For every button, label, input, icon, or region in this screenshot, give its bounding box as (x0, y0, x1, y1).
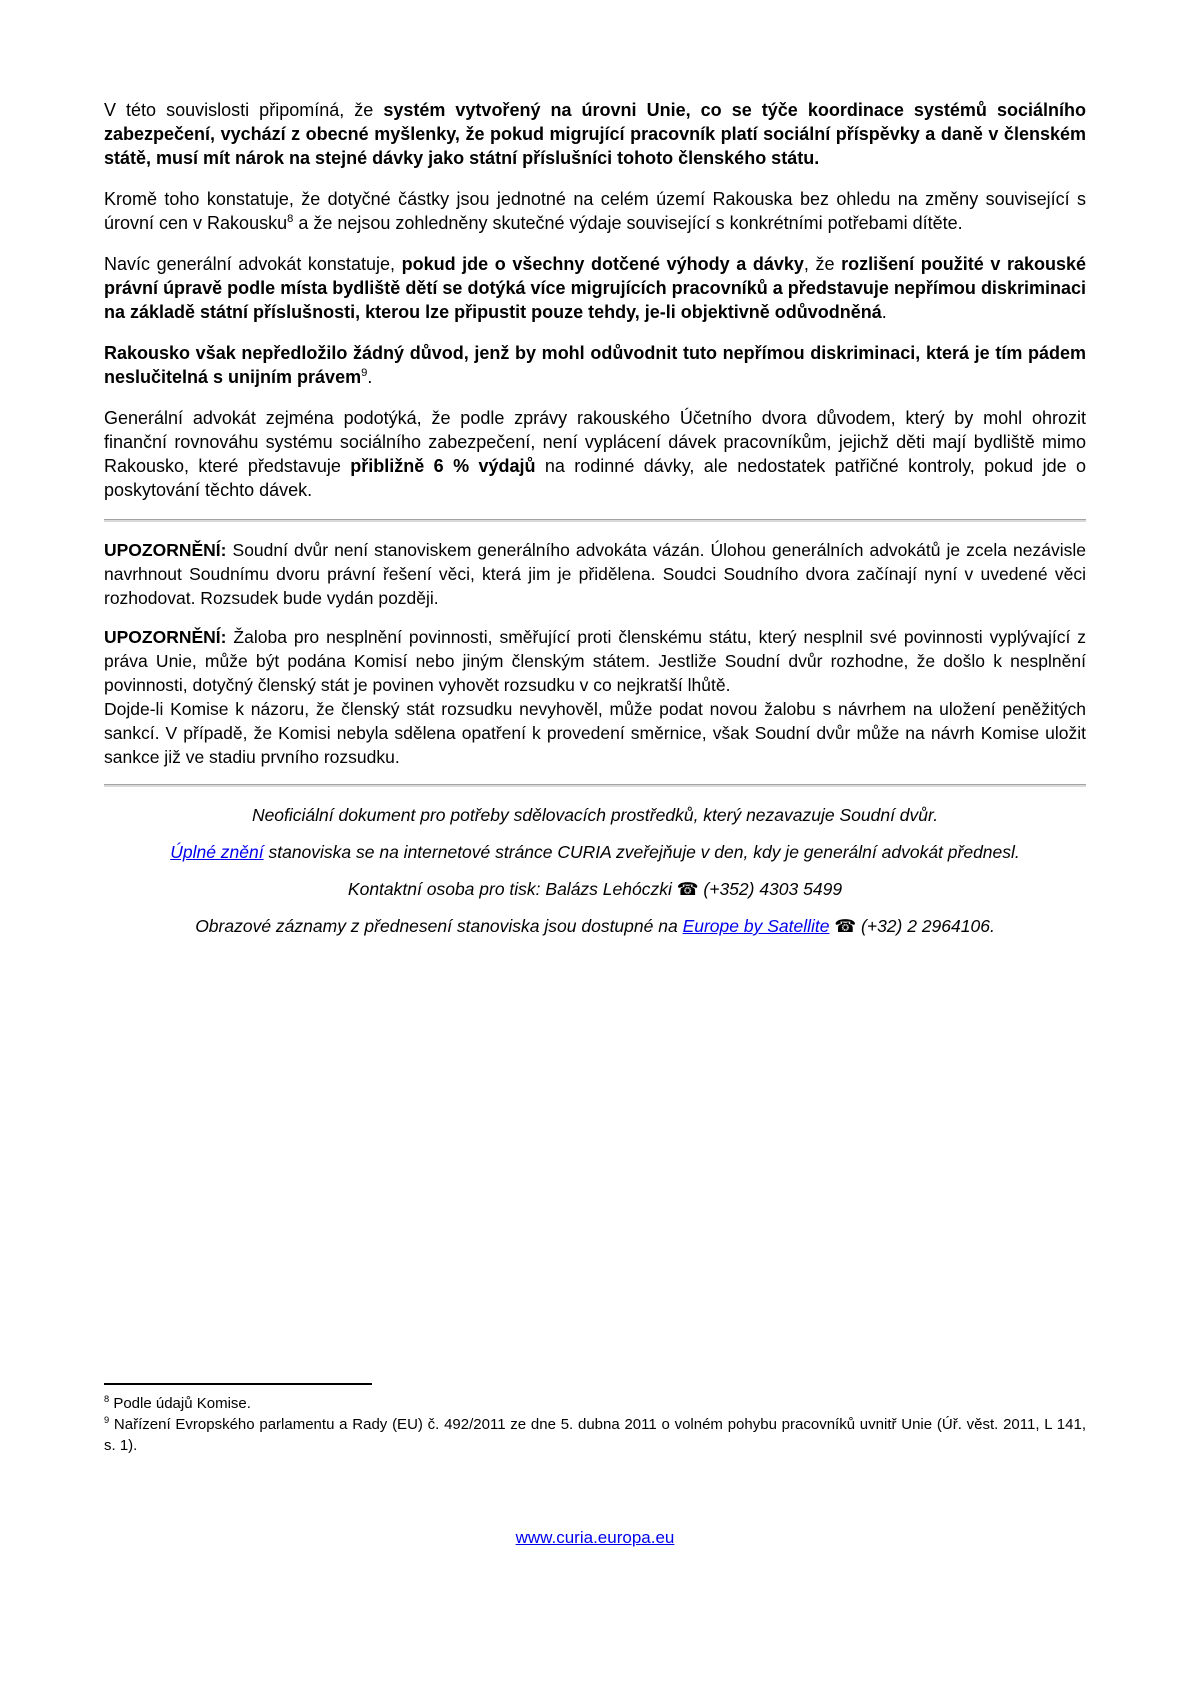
footnote-ref-9: 9 (361, 367, 368, 379)
notice-paragraph-1 (104, 538, 1086, 610)
text-run: a že nejsou zohledněny skutečné výdaje související s konkrétními potřebami dítěte. (293, 213, 963, 233)
text-run: Soudní dvůr není stanoviskem generálního advokáta vázán. Úlohou generálních advokátů je zcela nezávisle navrhnout Soudnímu dvoru právní řešení věci, která jim je přidělena. Soudci Soudního dvora začínají nyní v uvedené věci rozhodovat. Rozsudek bude vydán později. (104, 540, 1086, 608)
press-contact-line (104, 877, 1086, 901)
text-run: UPOZORNĚNÍ: (104, 540, 227, 560)
body-paragraph-4 (104, 341, 1086, 389)
europe-by-satellite-link[interactable]: Europe by Satellite (682, 916, 830, 936)
unofficial-document-note (104, 803, 1086, 827)
full-text-note (104, 840, 1086, 864)
notice-paragraph-3 (104, 697, 1086, 769)
footnote-number-9: 9 (104, 1415, 110, 1425)
text-run: Obrazové záznamy z přednesení stanoviska jsou dostupné na (195, 916, 683, 936)
text-run: Rakousko však nepředložilo žádný důvod, jenž by mohl odůvodnit tuto nepřímou diskriminaci, která je tím pádem neslučitelná s unijním právem (104, 343, 1086, 387)
section-divider-bottom (104, 784, 1086, 787)
site-footer (0, 1528, 1190, 1548)
text-run: (+32) 2 2964106. (856, 916, 995, 936)
text-run: Podle údajů Komise. (109, 1395, 251, 1412)
body-paragraph-3 (104, 252, 1086, 324)
text-run: . (367, 367, 373, 387)
text-run: (+352) 4303 5499 (698, 879, 843, 899)
footnote-number-8: 8 (104, 1394, 110, 1404)
curia-website-link[interactable]: www.curia.europa.eu (515, 1528, 675, 1547)
phone-icon: ☎ (676, 879, 699, 899)
phone-icon: ☎ (834, 916, 857, 936)
text-run: Kromě toho konstatuje, že dotyčné částky jsou jednotné na celém území Rakouska bez ohledu na změny související s úrovní cen v Rakousku (104, 189, 1086, 233)
section-divider-top (104, 519, 1086, 522)
text-run: přibližně 6 % výdajů (350, 456, 536, 476)
text-run: pokud jde o všechny dotčené výhody a dávky (401, 254, 804, 274)
text-run: Žaloba pro nesplnění povinnosti, směřující proti členskému státu, který nesplnil své povinnosti vyplývající z práva Unie, může být podána Komisí nebo jiným členským státem. Jestliže Soudní dvůr rozhodne, že došlo k nesplnění povinnosti, dotyčný členský stát je povinen vyhovět rozsudku v co nejkratší lhůtě. (104, 627, 1086, 695)
text-run: Neoficiální dokument pro potřeby sdělovacích prostředků, který nezavazuje Soudní dvůr. (251, 805, 939, 825)
text-run: Navíc generální advokát konstatuje, (104, 254, 402, 274)
body-paragraph-2 (104, 187, 1086, 235)
body-paragraph-5 (104, 406, 1086, 502)
text-run: Kontaktní osoba pro tisk: Balázs Lehóczki (347, 879, 677, 899)
footnote-9 (104, 1414, 1086, 1456)
notice-paragraph-2 (104, 625, 1086, 697)
footnote-separator (104, 1383, 372, 1385)
body-paragraph-1 (104, 98, 1086, 170)
footnote-8 (104, 1393, 1086, 1414)
text-run: stanoviska se na internetové stránce CURIA zveřejňuje v den, kdy je generální advokát přednesl. (263, 842, 1020, 862)
text-run: . (881, 302, 887, 322)
text-run: , že (803, 254, 842, 274)
text-run: Dojde-li Komise k názoru, že členský stát rozsudku nevyhověl, může podat novou žalobu s návrhem na uložení peněžitých sankcí. V případě, že Komisi nebyla sdělena opatření k provedení směrnice, však Soudní dvůr může na návrh Komise uložit sankce již ve stadiu prvního rozsudku. (104, 699, 1086, 767)
text-run: systém vytvořený na úrovni Unie, co se týče koordinace systémů sociálního zabezpečení, vychází z obecné myšlenky, že pokud migrující pracovník platí sociální příspěvky a daně v členském státě, musí mít nárok na stejné dávky jako státní příslušníci tohoto členského státu. (104, 100, 1086, 168)
video-availability-line (104, 914, 1086, 938)
footnote-ref-8: 8 (287, 213, 294, 225)
text-run: rozlišení použité v rakouské právní úpravě podle místa bydliště dětí se dotýká více migrujících pracovníků a představuje nepřímou diskriminaci na základě státní příslušnosti, kterou lze připustit pouze tehdy, je-li objektivně odůvodněná (104, 254, 1086, 322)
text-run: na rodinné dávky, ale nedostatek patřičné kontroly, pokud jde o poskytování těchto dávek. (104, 456, 1086, 500)
footnotes-section (104, 1383, 1086, 1456)
full-text-link[interactable]: Úplné znění (170, 842, 264, 862)
text-run: Nařízení Evropského parlamentu a Rady (EU) č. 492/2011 ze dne 5. dubna 2011 o volném pohybu pracovníků uvnitř Unie (Úř. věst. 2011, L 141, s. 1). (104, 1416, 1086, 1454)
text-run: V této souvislosti připomíná, že (104, 100, 384, 120)
text-run: Generální advokát zejména podotýká, že podle zprávy rakouského Účetního dvora důvodem, který by mohl ohrozit finanční rovnováhu systému sociálního zabezpečení, není vyplácení dávek pracovníkům, jejichž děti mají bydliště mimo Rakousko, které představuje (104, 408, 1086, 476)
text-run: UPOZORNĚNÍ: (104, 627, 227, 647)
